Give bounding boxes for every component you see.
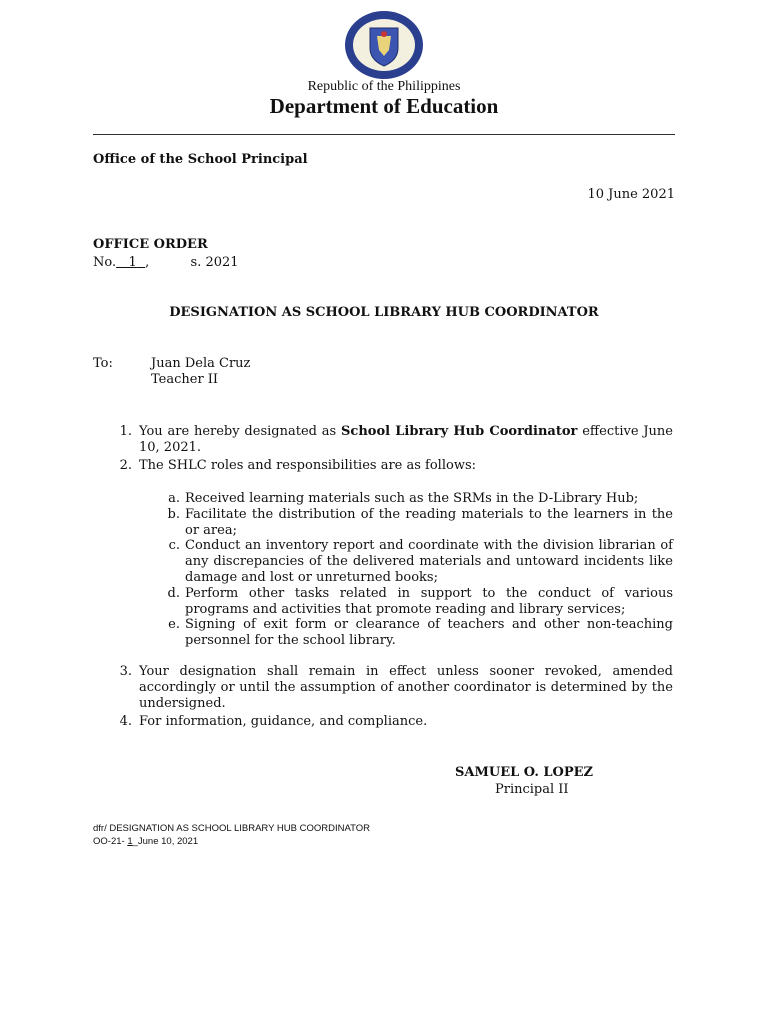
document-date: 10 June 2021 [587,187,675,202]
office-order-title: OFFICE ORDER [93,237,208,252]
list-item: For information, guidance, and compliance. [139,714,428,729]
to-label: To: [93,356,113,371]
list-item: Your designation shall remain in effect unless sooner revoked, amended accordingly or until the assumption of another coordinator is determined by the undersigned. [139,664,673,711]
office-name: Office of the School Principal [93,152,308,167]
subitem: Conduct an inventory report and coordinate with the division librarian of any discrepancies of the delivered materials and untoward incidents like damage and lost or unreturned books; [185,538,673,585]
designation-title: School Library Hub Coordinator [341,424,578,439]
list-item: The SHLC roles and responsibilities are as follows: [139,458,477,473]
subitem-letter: b. [167,507,180,522]
subitem: Received learning materials such as the SRMs in the D-Library Hub; [185,491,639,506]
subitem-letter: e. [168,617,180,632]
order-series: s. 2021 [190,255,239,270]
list-item: You are hereby designated as School Library Hub Coordinator effective June 10, 2021. [139,424,673,455]
footer-order-code: OO-21- 1_June 10, 2021 [93,836,199,847]
deped-seal-logo [343,10,425,80]
order-no-label: No. [93,255,117,270]
item-number: 1. [119,424,132,439]
item-number: 2. [119,458,132,473]
subitem: Signing of exit form or clearance of teachers and other non-teaching personnel for the school library. [185,617,673,648]
footer-reference: dfr/ DESIGNATION AS SCHOOL LIBRARY HUB COORDINATOR [93,823,370,834]
department-heading: Department of Education [269,94,499,118]
header-divider [93,134,675,135]
order-no-value: 1 [128,255,137,270]
subitem: Perform other tasks related in support to the conduct of various programs and activities that promote reading and library services; [185,586,673,617]
subitem-letter: a. [168,491,180,506]
recipient-position: Teacher II [151,372,219,387]
signatory-position: Principal II [495,782,569,797]
subitem-letter: c. [168,538,180,553]
republic-heading: Republic of the Philippines [307,79,461,94]
subitem-letter: d. [167,586,180,601]
item-number: 4. [119,714,132,729]
item-number: 3. [119,664,132,679]
subject-line: DESIGNATION AS SCHOOL LIBRARY HUB COORDINATOR [169,305,599,320]
office-order-number: No. 1 , s. 2021 [93,255,239,270]
subitem: Facilitate the distribution of the reading materials to the learners in the or area; [185,507,673,538]
signatory-name: SAMUEL O. LOPEZ [455,765,594,780]
recipient-name: Juan Dela Cruz [151,356,251,371]
